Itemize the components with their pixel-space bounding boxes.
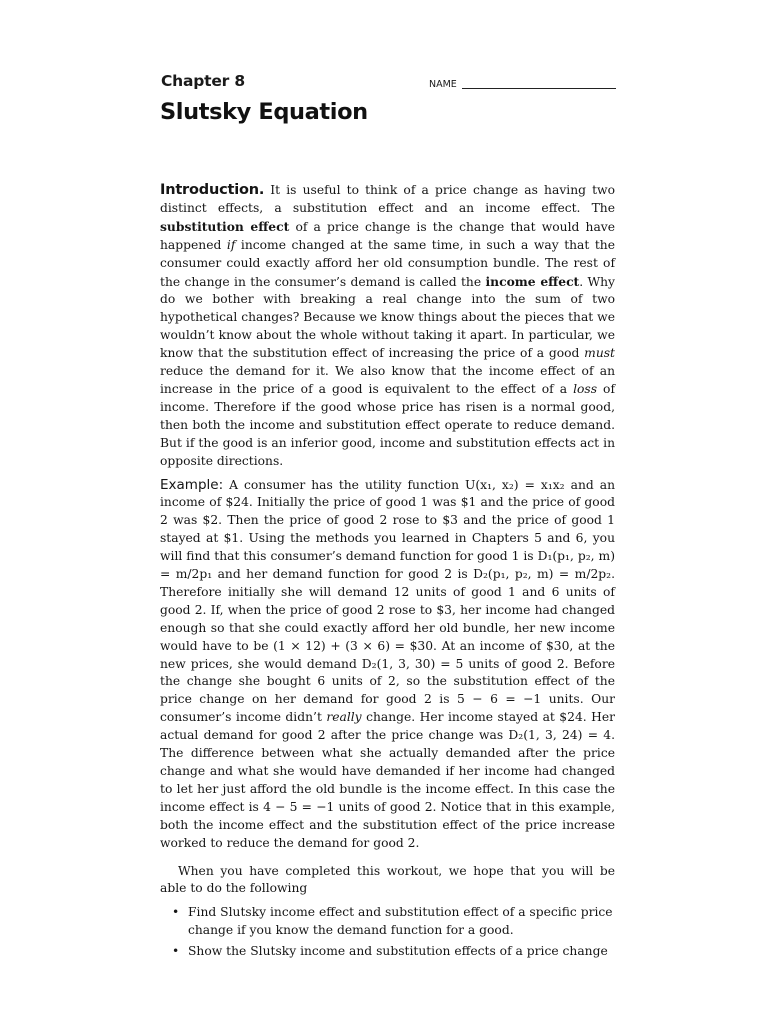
objective-text: Find Slutsky income effect and substitution effect of a specific price change if you know the demand function for a good. bbox=[188, 905, 613, 938]
intro-text-1: It is useful to think of a price change as having two distinct effects, a substitution effect and an income effect. The bbox=[160, 183, 615, 215]
term-substitution-effect: substitution effect bbox=[160, 218, 290, 234]
intro-text-6: of income. Therefore if the good whose price has risen is a normal good, then both the income and substitution effect operate to reduce demand. But if the good is an inferior good, income and substitution effects act in opposite directions. bbox=[160, 381, 615, 468]
name-field bbox=[429, 76, 616, 92]
chapter-label: Chapter 8 bbox=[161, 72, 245, 90]
emphasis-if: if bbox=[226, 237, 236, 252]
emphasis-must: must bbox=[584, 346, 615, 361]
intro-text-5: reduce the demand for it. We also know that the income effect of an increase in the price of a good is equivalent to the effect of a bbox=[160, 364, 615, 396]
introduction-paragraph bbox=[160, 182, 615, 471]
intro-text-3: income changed at the same time, in such a way that the consumer could exactly afford her old consumption bundle. The rest of the change in the consumer’s demand is called the bbox=[160, 237, 616, 289]
bullet-icon: • bbox=[172, 944, 180, 959]
list-item bbox=[160, 943, 615, 961]
example-heading: Example: bbox=[160, 476, 224, 493]
closing-paragraph: When you have completed this workout, we hope that you will be able to do the following bbox=[160, 863, 615, 896]
page-title: Slutsky Equation bbox=[160, 99, 368, 125]
intro-text-2: of a price change is the change that would have happened bbox=[160, 219, 616, 252]
emphasis-really: really bbox=[326, 710, 362, 725]
name-label: NAME bbox=[429, 79, 457, 90]
term-income-effect: income effect bbox=[485, 273, 580, 289]
name-blank-line bbox=[462, 88, 616, 89]
objectives-list bbox=[160, 904, 615, 961]
page-header bbox=[161, 72, 616, 94]
introduction-heading: Introduction. bbox=[160, 182, 265, 198]
intro-text-4: . Why do we bother with breaking a real change into the sum of two hypothetical changes? Because we know things about the pieces that we wouldn’t know about the whole without taking it apart. In particular, we know that the substitution effect of increasing the price of a good bbox=[160, 274, 615, 361]
emphasis-loss: loss bbox=[573, 381, 598, 396]
body-text bbox=[160, 182, 615, 964]
objective-text: Show the Slutsky income and substitution effects of a price change bbox=[188, 944, 608, 959]
bullet-icon: • bbox=[172, 905, 180, 920]
example-text-1: A consumer has the utility function U(x₁, x₂) = x₁x₂ and an income of $24. Initially the price of good 1 was $1 and the price of good 2 was $2. Then the price of good 2 rose to $3 and the price of good 1 stayed at $1. Using the methods you learned in Chapters 5 and 6, you will find that this consumer’s demand function for good 1 is D₁(p₁, p₂, m) = m/2p₁ and her demand function for good 2 is D₂(p₁, p₂, m) = m/2p₂. Therefore initially she will demand 12 units of good 1 and 6 units of good 2. If, when the price of good 2 rose to $3, her income had changed enough so that she could exactly afford her old bundle, her new income would have to be (1 × 12) + (3 × 6) = $30. At an income of $30, at the new prices, she would demand D₂(1, 3, 30) = 5 units of good 2. Before the change she bought 6 units of 2, so the substitution effect of the price change on her demand for good 2 is 5 − 6 = −1 units. Our consumer’s income didn’t bbox=[160, 477, 615, 725]
example-text-2: change. Her income stayed at $24. Her actual demand for good 2 after the price change was D₂(1, 3, 24) = 4. The difference between what she actually demanded after the price change and what she would have demanded if her income had changed to let her just afford the old bundle is the income effect. In this case the income effect is 4 − 5 = −1 units of good 2. Notice that in this example, both the income effect and the substitution effect of the price increase worked to reduce the demand for good 2. bbox=[160, 710, 615, 850]
example-paragraph bbox=[160, 477, 615, 853]
list-item bbox=[160, 904, 615, 940]
